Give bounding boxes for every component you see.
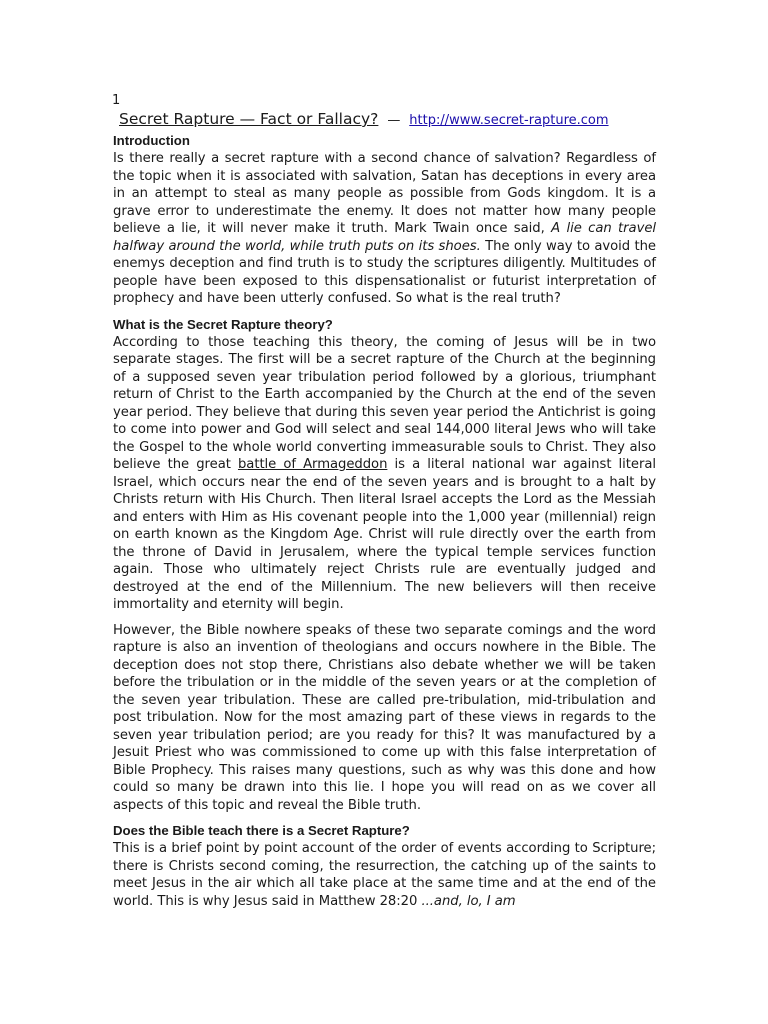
paragraph-introduction — [113, 150, 656, 308]
heading-introduction: Introduction — [113, 133, 190, 148]
title-dash: — — [387, 113, 401, 128]
armageddon-link[interactable]: battle of Armageddon — [237, 457, 388, 472]
title-line — [119, 109, 656, 131]
theory-text-b: is a literal national war against literal Israel, which occurs near the end of the seven years and is brought to a halt by Christs return with His Church. Then literal Israel accepts the Lord as the Messiah and enters with Him as His covenant people into the 1,000 year (millennial) reign on earth known as the Kingdom Age. Christ will rule directly over the earth from the throne of David in Jerusalem, where the typical temple services function again. Those who ultimately reject Christs rule are eventually judged and destroyed at the end of the Millennium. The new believers will then receive immortality and eternity will begin. — [113, 457, 656, 612]
document-page — [113, 93, 656, 910]
matthew-quote: ...and, lo, I am — [421, 893, 516, 909]
bible-text-a: This is a brief point by point account of the order of events according to Scripture; there is Christs second coming, the resurrection, the catching up of the saints to meet Jesus in the air which all take place at the same time and at the end of the world. This is why Jesus said in Matthew 28:20 — [113, 841, 656, 909]
page-number: 1 — [112, 93, 121, 108]
heading-bible-teaching: Does the Bible teach there is a Secret Rapture? — [113, 823, 410, 838]
document-title: Secret Rapture — Fact or Fallacy? — [119, 110, 379, 128]
paragraph-theory-2: However, the Bible nowhere speaks of these two separate comings and the word rapture is also an invention of theologians and occurs nowhere in the Bible. The deception does not stop there, Christians also debate whether we will be taken before the tribulation or in the middle of the seven years or at the completion of the seven year tribulation. These are called pre-tribulation, mid-tribulation and post tribulation. Now for the most amazing part of these views in regards to the seven year tribulation period; are you ready for this? It was manufactured by a Jesuit Priest who was commissioned to come up with this false interpretation of Bible Prophecy. This raises many questions, such as why was this done and how could so many be drawn into this lie. I hope you will read on as we cover all aspects of this topic and reveal the Bible truth. — [113, 622, 656, 813]
mark-twain-quote: A lie can travel halfway around the world, while truth puts on its shoes. — [113, 221, 656, 254]
heading-secret-rapture-theory: What is the Secret Rapture theory? — [113, 316, 333, 332]
paragraph-bible-1 — [113, 840, 656, 910]
intro-text-b: The only way to avoid the enemys deception and find truth is to study the scriptures diligently. Multitudes of people have been exposed to this dispensationalist or futurist interpretation of prophecy and have been utterly confused. So what is the real truth? — [113, 238, 656, 306]
intro-text-a: Is there really a secret rapture with a second chance of salvation? Regardless of the topic when it is associated with salvation, Satan has deceptions in every area in an attempt to steal as many people as possible from Gods kingdom. It is a grave error to underestimate the enemy. It does not matter how many people believe a lie, it will never make it truth. Mark Twain once said, — [113, 151, 656, 236]
theory-text-a: According to those teaching this theory, the coming of Jesus will be in two separate stages. The first will be a secret rapture of the Church at the beginning of a supposed seven year tribulation period followed by a glorious, triumphant return of Christ to the Earth accompanied by the Church at the end of the seven year period. They believe that during this seven year period the Antichrist is going to come into power and God will select and seal 144,000 literal Jews who will take the Gospel to the whole world converting immeasurable souls to Christ. They also believe the great — [113, 334, 656, 472]
source-url-link[interactable]: http://www.secret-rapture.com — [409, 113, 609, 128]
paragraph-theory-1 — [113, 334, 656, 614]
